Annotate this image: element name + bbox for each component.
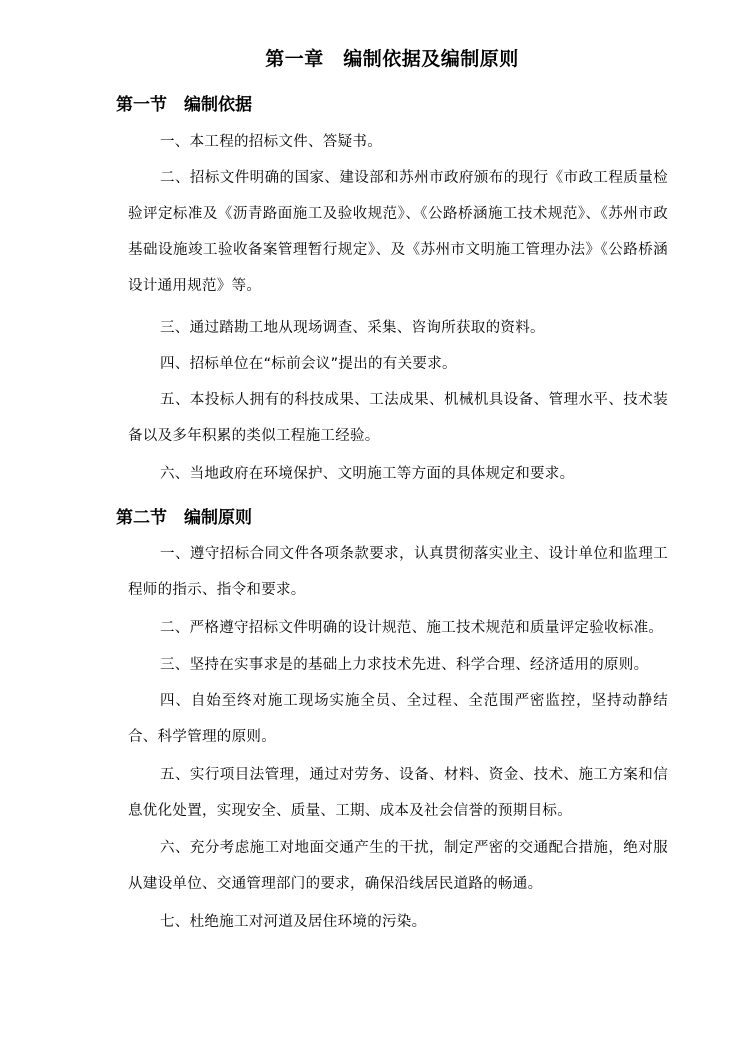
paragraph: 六、当地政府在环境保护、文明施工等方面的具体规定和要求。: [160, 466, 575, 482]
paragraph: 一、遵守招标合同文件各项条款要求，认真贯彻落实业主、设计单位和监理工程师的指示、指令和要求。: [128, 546, 668, 598]
paragraph: 五、本投标人拥有的科技成果、工法成果、机械机具设备、管理水平、技术装备以及多年积累的类似工程施工经验。: [128, 392, 668, 444]
paragraph: 四、自始至终对施工现场实施全员、全过程、全范围严密监控，坚持动静结合、科学管理的原则。: [128, 693, 668, 745]
paragraph: 三、通过踏勘工地从现场调查、采集、咨询所获取的资料。: [160, 320, 545, 336]
paragraph: 三、坚持在实事求是的基础上力求技术先进、科学合理、经济适用的原则。: [160, 657, 649, 673]
paragraph: 一、本工程的招标文件、答疑书。: [160, 134, 382, 150]
paragraph: 六、充分考虑施工对地面交通产生的干扰，制定严密的交通配合措施，绝对服从建设单位、交通管理部门的要求，确保沿线居民道路的畅通。: [128, 840, 668, 892]
section-heading-principles: 第二节 编制原则: [116, 508, 252, 528]
paragraph: 四、招标单位在“标前会议”提出的有关要求。: [160, 356, 457, 372]
paragraph: 二、招标文件明确的国家、建设部和苏州市政府颁布的现行《市政工程质量检验评定标准及《沥青路面施工及验收规范》、《公路桥涵施工技术规范》、《苏州市政基础设施竣工验收备案管理暂行规定》、及《苏州市文明施工管理办法》《公路桥涵设计通用规范》等。: [128, 170, 668, 294]
paragraph: 五、实行项目法管理，通过对劳务、设备、材料、资金、技术、施工方案和信息优化处置，实现安全、质量、工期、成本及社会信誉的预期目标。: [128, 767, 668, 819]
section-heading-basis: 第一节 编制依据: [116, 95, 252, 115]
paragraph: 七、杜绝施工对河道及居住环境的污染。: [160, 914, 427, 930]
chapter-title: 第一章 编制依据及编制原则: [265, 48, 519, 70]
paragraph: 二、严格遵守招标文件明确的设计规范、施工技术规范和质量评定验收标准。: [160, 620, 664, 636]
